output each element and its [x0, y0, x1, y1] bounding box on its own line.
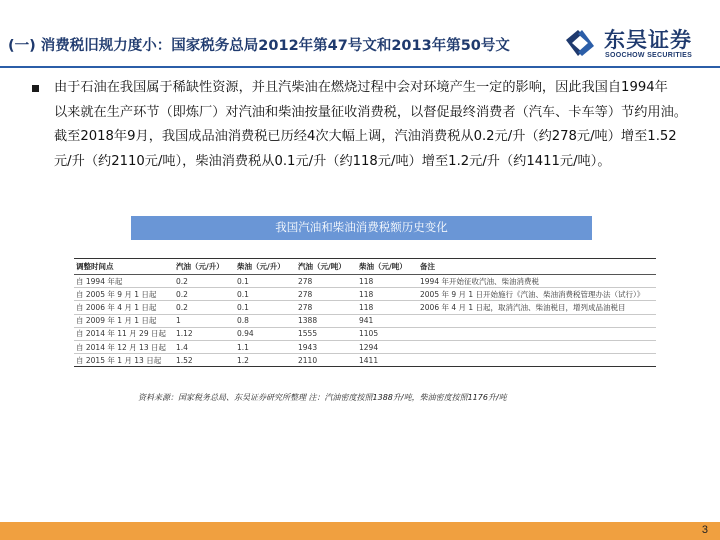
table-cell: 自 2015 年 1 月 13 日起 [74, 354, 174, 367]
table-cell: 1.52 [174, 354, 235, 367]
soochow-logo [562, 24, 714, 64]
table-cell: 0.1 [235, 288, 296, 301]
table-cell: 1943 [296, 340, 357, 353]
table-cell: 自 2005 年 9 月 1 日起 [74, 288, 174, 301]
body-paragraph [54, 76, 714, 174]
logo-text-en: SOOCHOW SECURITIES [605, 52, 693, 59]
square-bullet-icon [32, 85, 39, 92]
table-cell: 1.2 [235, 354, 296, 367]
table-cell [418, 340, 656, 353]
table-cell: 1388 [296, 314, 357, 327]
table-cell: 自 2009 年 1 月 1 日起 [74, 314, 174, 327]
paragraph-line: 以来就在生产环节（即炼厂）对汽油和柴油按量征收消费税，以督促最终消费者（汽车、卡车等）节约用油。 [54, 104, 687, 120]
footer-bar [0, 522, 720, 540]
table-title: 我国汽油和柴油消费税额历史变化 [131, 216, 592, 240]
table-row [74, 327, 656, 340]
table-cell: 0.94 [235, 327, 296, 340]
header-cell: 柴油（元/吨） [357, 259, 418, 275]
soochow-logo-icon [562, 26, 598, 60]
header-cell: 汽油（元/升） [174, 259, 235, 275]
table-cell: 1294 [357, 340, 418, 353]
paragraph-line: 元/升（约2110元/吨），柴油消费税从0.1元/升（约118元/吨）增至1.2元/升（约1411元/吨）。 [54, 153, 611, 169]
table-row [74, 340, 656, 353]
table-cell: 278 [296, 275, 357, 288]
header-cell: 柴油（元/升） [235, 259, 296, 275]
paragraph-line: 由于石油在我国属于稀缺性资源，并且汽柴油在燃烧过程中会对环境产生一定的影响，因此我国自1994年 [54, 80, 668, 95]
header-cell: 备注 [418, 259, 656, 275]
table-cell: 1 [174, 314, 235, 327]
header-cell: 调整时间点 [74, 259, 174, 275]
table-cell: 1411 [357, 354, 418, 367]
table-cell: 941 [357, 314, 418, 327]
table-cell: 0.2 [174, 301, 235, 314]
source-note: 资料来源：国家税务总局、东吴证券研究所整理 注：汽油密度按照1388升/吨，柴油密度按照1176升/吨 [138, 393, 507, 402]
header-divider [0, 66, 720, 68]
table-cell: 2006 年 4 月 1 日起，取消汽油、柴油税目，增列成品油税目 [418, 301, 656, 314]
table-cell: 0.8 [235, 314, 296, 327]
table-header-row [74, 259, 656, 275]
header-cell: 汽油（元/吨） [296, 259, 357, 275]
table-cell: 118 [357, 275, 418, 288]
table-cell: 1.4 [174, 340, 235, 353]
paragraph-line: 截至2018年9月，我国成品油消费税已历经4次大幅上调，汽油消费税从0.2元/升（约278元/吨）增至1.52 [54, 129, 677, 145]
table-cell: 1994 年开始征收汽油、柴油消费税 [418, 275, 656, 288]
table-row [74, 288, 656, 301]
table-row [74, 314, 656, 327]
table-cell: 2110 [296, 354, 357, 367]
table-cell [418, 327, 656, 340]
table-cell: 1105 [357, 327, 418, 340]
table-cell: 自 2006 年 4 月 1 日起 [74, 301, 174, 314]
table-cell [418, 314, 656, 327]
page-number: 3 [701, 524, 708, 536]
table-cell: 2005 年 9 月 1 日开始施行《汽油、柴油消费税管理办法（试行）》 [418, 288, 656, 301]
table-cell: 118 [357, 288, 418, 301]
table-cell [418, 354, 656, 367]
table-cell: 1.1 [235, 340, 296, 353]
table-cell: 1.12 [174, 327, 235, 340]
table-cell: 0.2 [174, 275, 235, 288]
table-cell: 0.2 [174, 288, 235, 301]
table-cell: 278 [296, 301, 357, 314]
table-row [74, 301, 656, 314]
table-cell: 1555 [296, 327, 357, 340]
table-cell: 118 [357, 301, 418, 314]
table-cell: 自 2014 年 12 月 13 日起 [74, 340, 174, 353]
tax-history-table [74, 258, 656, 367]
table-cell: 0.1 [235, 301, 296, 314]
table-cell: 0.1 [235, 275, 296, 288]
table-row [74, 354, 656, 367]
page-title: (一) 消费税旧规力度小：国家税务总局2012年第47号文和2013年第50号文 [8, 38, 510, 54]
table-cell: 278 [296, 288, 357, 301]
table-cell: 自 2014 年 11 月 29 日起 [74, 327, 174, 340]
table-row [74, 275, 656, 288]
table-cell: 自 1994 年起 [74, 275, 174, 288]
logo-text-cn: 东吴证券 [604, 28, 692, 52]
